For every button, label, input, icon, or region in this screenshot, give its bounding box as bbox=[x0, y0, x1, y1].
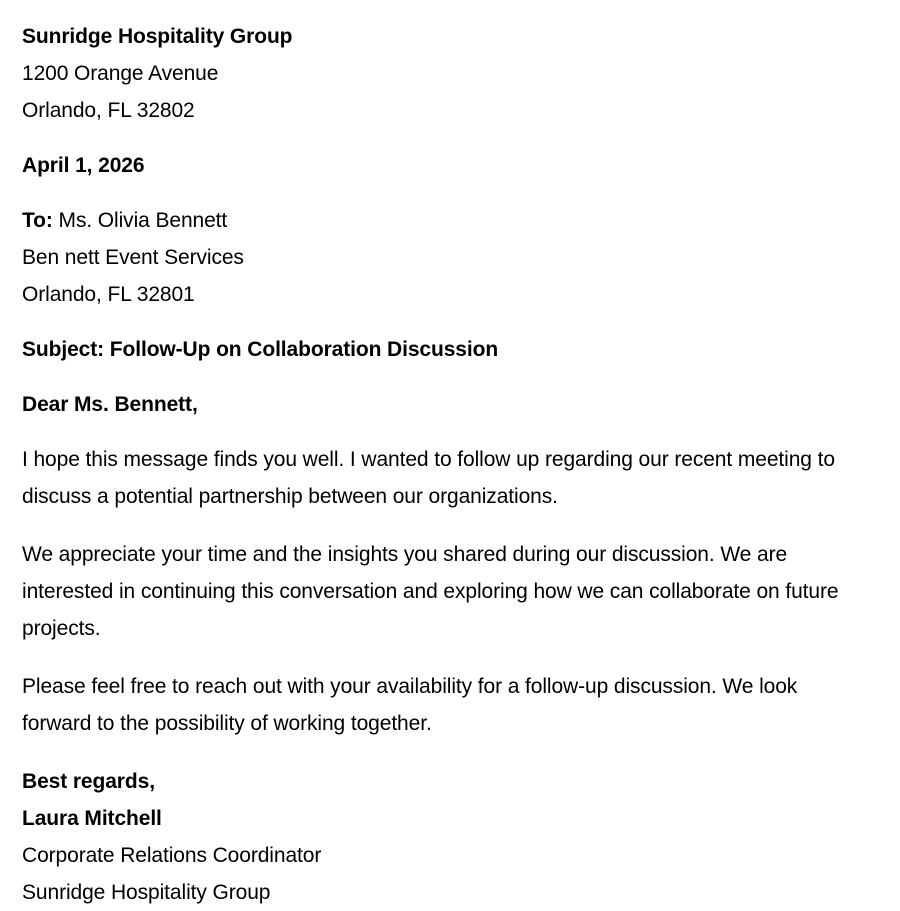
signer-company: Sunridge Hospitality Group bbox=[22, 881, 271, 904]
recipient-organization: Ben nett Event Services bbox=[22, 246, 244, 269]
signature-block bbox=[22, 763, 862, 911]
body-paragraph: Please feel free to reach out with your availability for a follow-up discussion. We look forward to the possibility of working together. bbox=[22, 675, 798, 735]
sender-street-address: 1200 Orange Avenue bbox=[22, 62, 219, 85]
recipient-name-value: Ms. Olivia Bennett bbox=[58, 209, 228, 232]
recipient-to-label: To: bbox=[22, 209, 53, 232]
sender-company-name: Sunridge Hospitality Group bbox=[22, 25, 293, 48]
sender-address-block bbox=[22, 18, 862, 129]
subject-line: Subject: Follow-Up on Collaboration Discussion bbox=[22, 338, 499, 361]
recipient-name-line bbox=[22, 202, 862, 239]
body-paragraph: I hope this message finds you well. I wanted to follow up regarding our recent meeting to discuss a potential partnership between our organizations. bbox=[22, 448, 835, 508]
salutation: Dear Ms. Bennett, bbox=[22, 393, 198, 416]
letter-document bbox=[22, 18, 862, 911]
letter-date: April 1, 2026 bbox=[22, 154, 145, 177]
signer-title: Corporate Relations Coordinator bbox=[22, 844, 322, 867]
signer-name: Laura Mitchell bbox=[22, 807, 162, 830]
body-paragraph: We appreciate your time and the insights you shared during our discussion. We are interested in continuing this conversation and exploring how we can collaborate on future projects. bbox=[22, 543, 839, 640]
valediction: Best regards, bbox=[22, 770, 155, 793]
recipient-city-state-zip: Orlando, FL 32801 bbox=[22, 283, 195, 306]
sender-city-state-zip: Orlando, FL 32802 bbox=[22, 99, 195, 122]
recipient-address-block bbox=[22, 202, 862, 313]
